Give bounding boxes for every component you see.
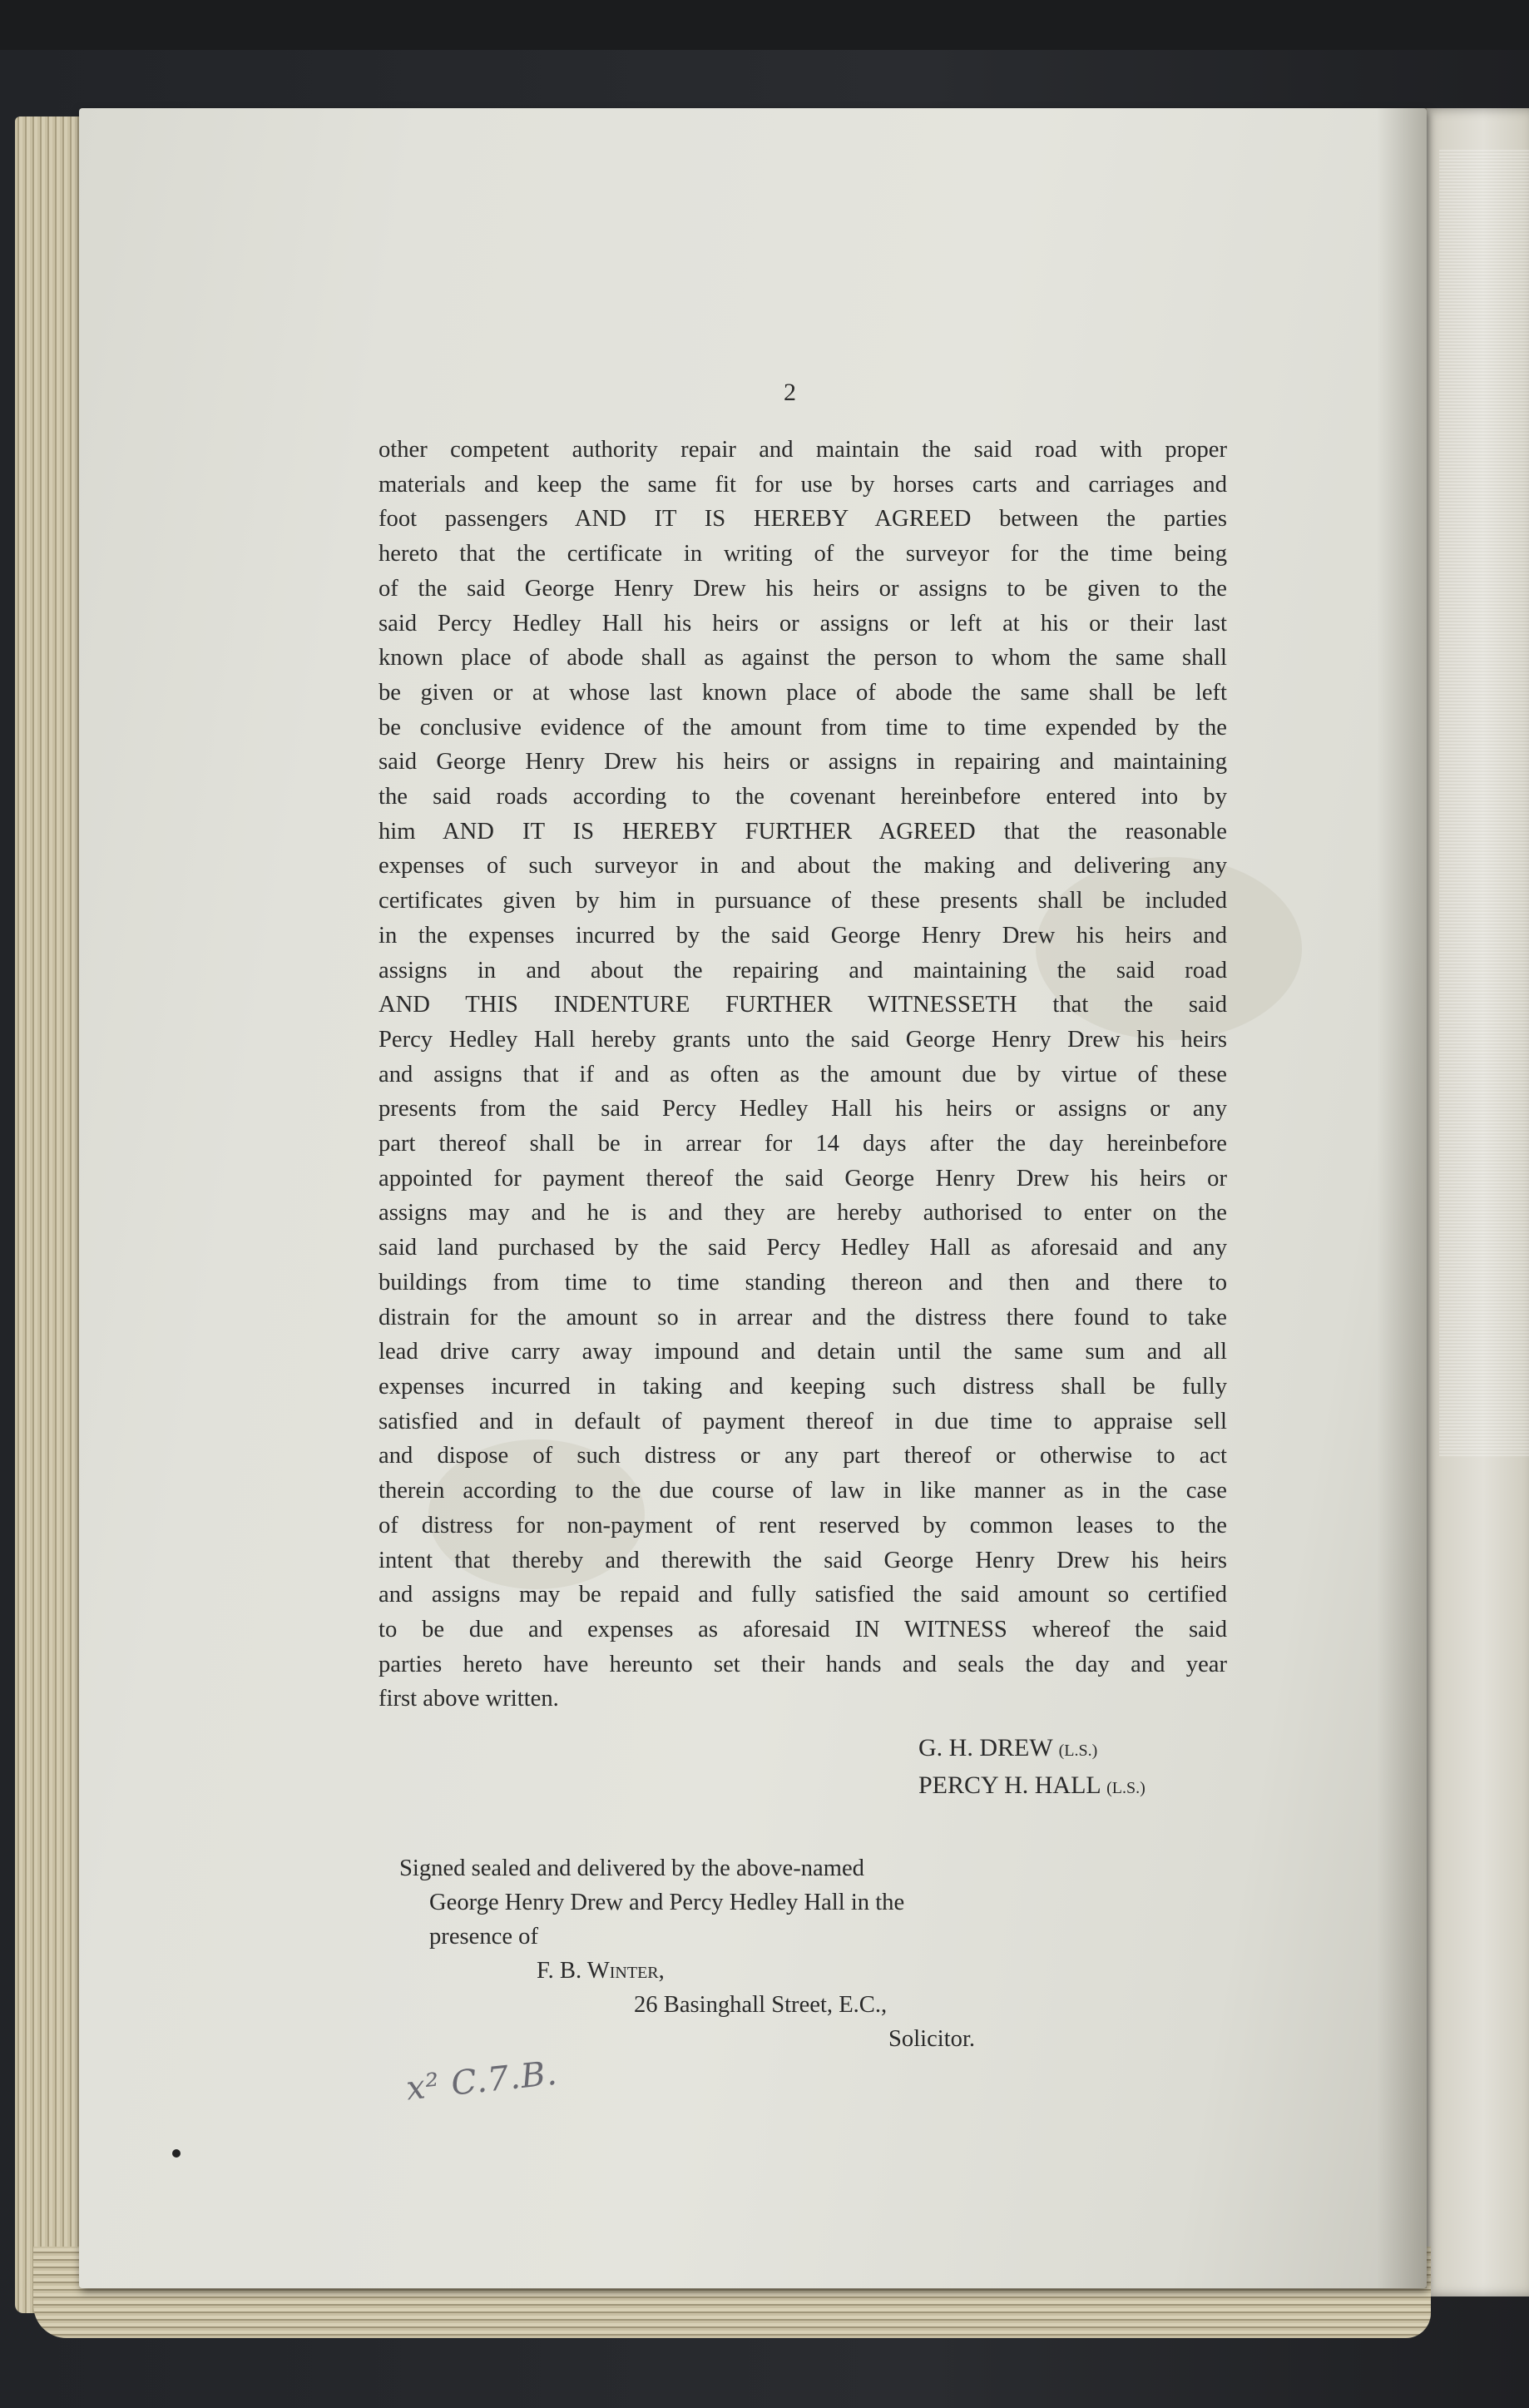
deed-text-line: said George Henry Drew his heirs or assigns in repairing and maintaining [379, 749, 1227, 775]
deed-text-line: be conclusive evidence of the amount from time to time expended by the [379, 714, 1227, 741]
attestation-line: Signed sealed and delivered by the above-named [399, 1856, 864, 1881]
seal-mark: (L.S.) [1058, 1742, 1098, 1760]
deed-text-line: him AND IT IS HEREBY FURTHER AGREED that the reasonable [379, 818, 1227, 845]
deed-text-line: foot passengers AND IT IS HEREBY AGREED between the parties [379, 506, 1227, 533]
deed-text-line: certificates given by him in pursuance of these presents shall be included [379, 888, 1227, 914]
seal-mark: (L.S.) [1106, 1779, 1146, 1797]
deed-text-line: other competent authority repair and maintain the said road with proper [379, 437, 1227, 463]
deed-text-line: in the expenses incurred by the said George Henry Drew his heirs and [379, 922, 1227, 949]
gutter-shadow [1377, 108, 1427, 2288]
deed-text-line: said Percy Hedley Hall his heirs or assigns or left at his or their last [379, 610, 1227, 637]
deed-text-line: expenses incurred in taking and keeping such distress shall be fully [379, 1373, 1227, 1400]
deed-text-line: said land purchased by the said Percy Hedley Hall as aforesaid and any [379, 1235, 1227, 1261]
deed-text-line: intent that thereby and therewith the said George Henry Drew his heirs [379, 1547, 1227, 1573]
deed-text-line: assigns in and about the repairing and maintaining the said road [379, 957, 1227, 984]
deed-body-text [379, 433, 1227, 1717]
attestation-line: presence of [429, 1924, 538, 1950]
deed-text-line: buildings from time to time standing thereon and then and there to [379, 1269, 1227, 1296]
deed-text-line: lead drive carry away impound and detain until the same sum and all [379, 1339, 1227, 1365]
deed-text-line: first above written. [379, 1686, 559, 1712]
deed-text-line: and assigns that if and as often as the amount due by virtue of these [379, 1061, 1227, 1088]
deed-text-line: of the said George Henry Drew his heirs or assigns to be given to the [379, 575, 1227, 602]
signature-block [918, 1731, 1146, 1806]
witness-address: 26 Basinghall Street, E.C., [634, 1992, 888, 2018]
signatory-name: G. H. DREW [918, 1734, 1053, 1761]
deed-text-line: known place of abode shall as against the person to whom the same shall [379, 645, 1227, 671]
attestation-line: George Henry Drew and Percy Hedley Hall in the [429, 1890, 905, 1915]
page-number: 2 [784, 379, 796, 406]
deed-text-line: AND THIS INDENTURE FURTHER WITNESSETH that the said [379, 992, 1227, 1018]
deed-text-line: and dispose of such distress or any part thereof or otherwise to act [379, 1443, 1227, 1469]
attestation-clause [399, 1851, 976, 2052]
deed-text-line: hereto that the certificate in writing of the surveyor for the time being [379, 541, 1227, 567]
handwritten-note: x² C.7.B. [404, 2054, 560, 2108]
deed-text-line: expenses of such surveyor in and about the making and delivering any [379, 853, 1227, 879]
deed-text-line: be given or at whose last known place of abode the same shall be left [379, 679, 1227, 706]
deed-text-line: distrain for the amount so in arrear and the distress there found to take [379, 1304, 1227, 1330]
deed-text-line: and assigns may be repaid and fully satisfied the said amount so certified [379, 1582, 1227, 1608]
deed-text-line: to be due and expenses as aforesaid IN WITNESS whereof the said [379, 1616, 1227, 1642]
deed-text-line: satisfied and in default of payment thereof in due time to appraise sell [379, 1408, 1227, 1434]
deed-text-line: Percy Hedley Hall hereby grants unto the said George Henry Drew his heirs [379, 1026, 1227, 1053]
witness-role: Solicitor. [888, 2026, 976, 2052]
signature-line [918, 1768, 1146, 1806]
signatory-name: PERCY H. HALL [918, 1771, 1101, 1799]
facing-page-tape [1439, 150, 1529, 1456]
deed-text-line: of distress for non-payment of rent reserved by common leases to the [379, 1512, 1227, 1538]
deed-text-line: appointed for payment thereof the said George Henry Drew his heirs or [379, 1165, 1227, 1192]
deed-text-line: part thereof shall be in arrear for 14 days after the day hereinbefore [379, 1131, 1227, 1157]
deed-text-line: the said roads according to the covenant hereinbefore entered into by [379, 784, 1227, 810]
deed-text-line: assigns may and he is and they are hereby authorised to enter on the [379, 1200, 1227, 1226]
deed-text-line: presents from the said Percy Hedley Hall his heirs or assigns or any [379, 1096, 1227, 1122]
deed-text-line: therein according to the due course of law in like manner as in the case [379, 1478, 1227, 1504]
deed-text-line: materials and keep the same fit for use by horses carts and carriages and [379, 471, 1227, 498]
deed-text-line: parties hereto have hereunto set their hands and seals the day and year [379, 1651, 1227, 1677]
witness-name: F. B. Winter, [537, 1958, 665, 1984]
ink-dot [172, 2149, 181, 2158]
signature-line [918, 1731, 1146, 1768]
